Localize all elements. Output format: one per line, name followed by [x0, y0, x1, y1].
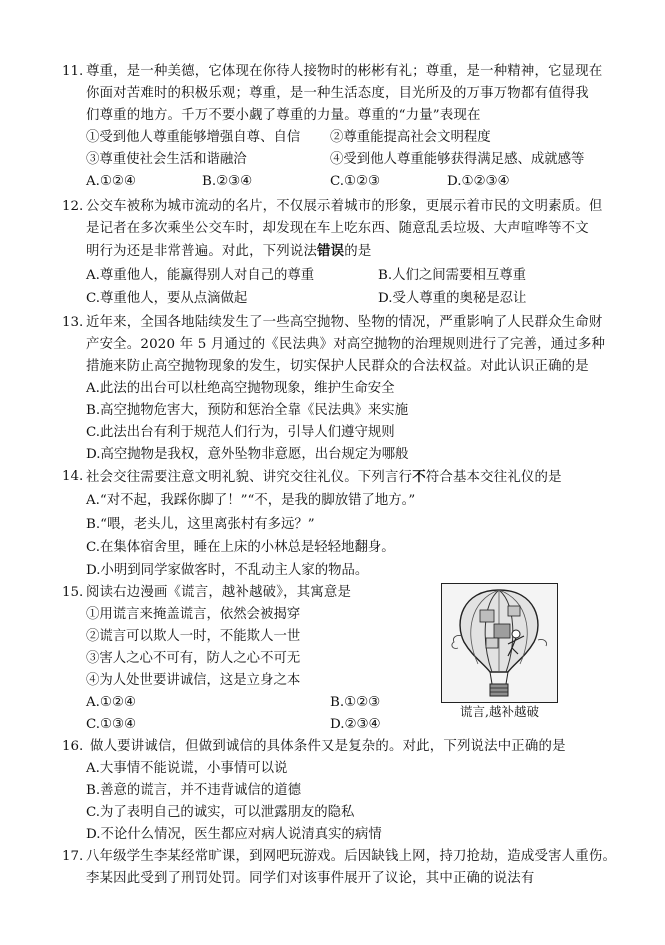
statement-4: ④为人处世要讲诚信，这是立身之本	[86, 673, 301, 688]
question-number: 11.	[62, 64, 84, 79]
emphasis-word: 不	[412, 469, 426, 485]
statement-4: ④受到他人尊重能够获得满足感、成就感等	[330, 152, 585, 167]
question-number: 12.	[62, 199, 84, 214]
option-d[interactable]: D.②③④	[330, 717, 381, 732]
question-number: 15.	[62, 585, 84, 600]
question-text-tail: 符合基本交往礼仪的是	[425, 470, 562, 485]
cartoon-caption: 谎言,越补越破	[460, 704, 539, 719]
option-c[interactable]: C.①③④	[86, 717, 137, 732]
statement-3: ③尊重使社会生活和谐融洽	[86, 152, 247, 167]
question-text-line: 你面对苦难时的积极乐观；尊重，是一种生活态度，目光所及的万事万物都有值得我	[86, 86, 589, 101]
question-text-line: 尊重，是一种美德，它体现在你待人接物时的彬彬有礼；尊重，是一种精神，它显现在	[86, 64, 603, 79]
question-text-line: 八年级学生李某经常旷课，到网吧玩游戏。后因缺钱上网，持刀抢劫，造成受害人重伤。	[86, 849, 617, 864]
option-d[interactable]: D.①②③④	[447, 174, 510, 189]
question-text: 明行为还是非常普遍。对此，下列说法	[86, 244, 318, 259]
option-a[interactable]: A.①②④	[86, 695, 136, 710]
emphasis-word: 错误	[317, 243, 345, 259]
statement-1: ①受到他人尊重能够增强自尊、自信	[86, 130, 301, 145]
option-d[interactable]: D.高空抛物是我权，意外坠物非意愿，出台规定为哪般	[86, 447, 409, 462]
option-a[interactable]: A.①②④	[86, 174, 136, 189]
question-text-line: 做人要讲诚信，但做到诚信的具体条件又是复杂的。对此，下列说法中正确的是	[90, 739, 566, 754]
option-c[interactable]: C.①②③	[330, 174, 381, 189]
option-a[interactable]: A.“对不起，我踩你脚了！”“不，是我的脚放错了地方。”	[86, 493, 416, 508]
question-text-line: 产安全。2020 年 5 月通过的《民法典》对高空抛物的治理规则进行了完善，通过多种	[86, 337, 606, 352]
option-a[interactable]: A.尊重他人，能赢得别人对自己的尊重	[86, 268, 315, 283]
option-b[interactable]: B.“喂，老头儿，这里离张村有多远？”	[86, 517, 315, 532]
question-text-tail: 的是	[344, 244, 372, 259]
option-d[interactable]: D.受人尊重的奥秘是忍让	[378, 291, 527, 306]
question-text-line	[86, 468, 562, 487]
option-b[interactable]: B.②③④	[202, 174, 253, 189]
question-number: 17.	[62, 849, 84, 864]
option-d[interactable]: D.小明到同学家做客时，不乱动主人家的物品。	[86, 563, 369, 578]
question-text-line: 阅读右边漫画《谎言，越补越破》，其寓意是	[86, 585, 352, 600]
option-b[interactable]: B.高空抛物危害大，预防和惩治全靠《民法典》来实施	[86, 403, 409, 418]
question-text-line: 近年来，全国各地陆续发生了一些高空抛物、坠物的情况，严重影响了人民群众生命财	[86, 315, 603, 330]
option-c[interactable]: C.为了表明自己的诚实，可以泄露朋友的隐私	[86, 805, 355, 820]
option-c[interactable]: C.尊重他人，要从点滴做起	[86, 291, 248, 306]
question-text-line	[86, 242, 371, 261]
question-text-line: 是记者在多次乘坐公交车时，却发现在车上吃东西、随意乱丢垃圾、大声喧哗等不文	[86, 221, 589, 236]
option-a[interactable]: A.大事情不能说谎，小事情可以说	[86, 761, 288, 776]
question-text-line: 措施来防止高空抛物现象的发生，切实保护人民群众的合法权益。对此认识正确的是	[86, 359, 589, 374]
question-text: 社会交往需要注意文明礼貌、讲究交往礼仪。下列言行	[86, 470, 413, 485]
option-c[interactable]: C.在集体宿舍里，睡在上床的小林总是轻轻地翻身。	[86, 540, 395, 555]
question-text-line: 们尊重的地方。千万不要小觑了尊重的力量。尊重的“力量”表现在	[86, 108, 481, 123]
question-text-line: 李某因此受到了刑罚处罚。同学们对该事件展开了议论，其中正确的说法有	[86, 871, 535, 886]
option-d[interactable]: D.不论什么情况，医生都应对病人说清真实的病情	[86, 827, 382, 842]
option-a[interactable]: A.此法的出台可以杜绝高空抛物现象，维护生命安全	[86, 381, 395, 396]
option-b[interactable]: B.人们之间需要相互尊重	[378, 268, 527, 283]
option-b[interactable]: B.①②③	[330, 695, 381, 710]
statement-3: ③害人之心不可有，防人之心不可无	[86, 651, 301, 666]
option-b[interactable]: B.善意的谎言，并不违背诚信的道德	[86, 783, 301, 798]
statement-2: ②尊重能提高社会文明程度	[330, 130, 491, 145]
question-number: 16.	[62, 739, 84, 754]
question-number: 13.	[62, 315, 84, 330]
question-number: 14.	[62, 469, 84, 484]
question-text-line: 公交车被称为城市流动的名片，不仅展示着城市的形象，更展示着市民的文明素质。但	[86, 199, 603, 214]
option-c[interactable]: C.此法出台有利于规范人们行为，引导人们遵守规则	[86, 425, 395, 440]
statement-2: ②谎言可以欺人一时，不能欺人一世	[86, 629, 301, 644]
balloon-cartoon	[441, 583, 558, 703]
balloon-illustration	[442, 584, 557, 702]
statement-1: ①用谎言来掩盖谎言，依然会被揭穿	[86, 607, 301, 622]
